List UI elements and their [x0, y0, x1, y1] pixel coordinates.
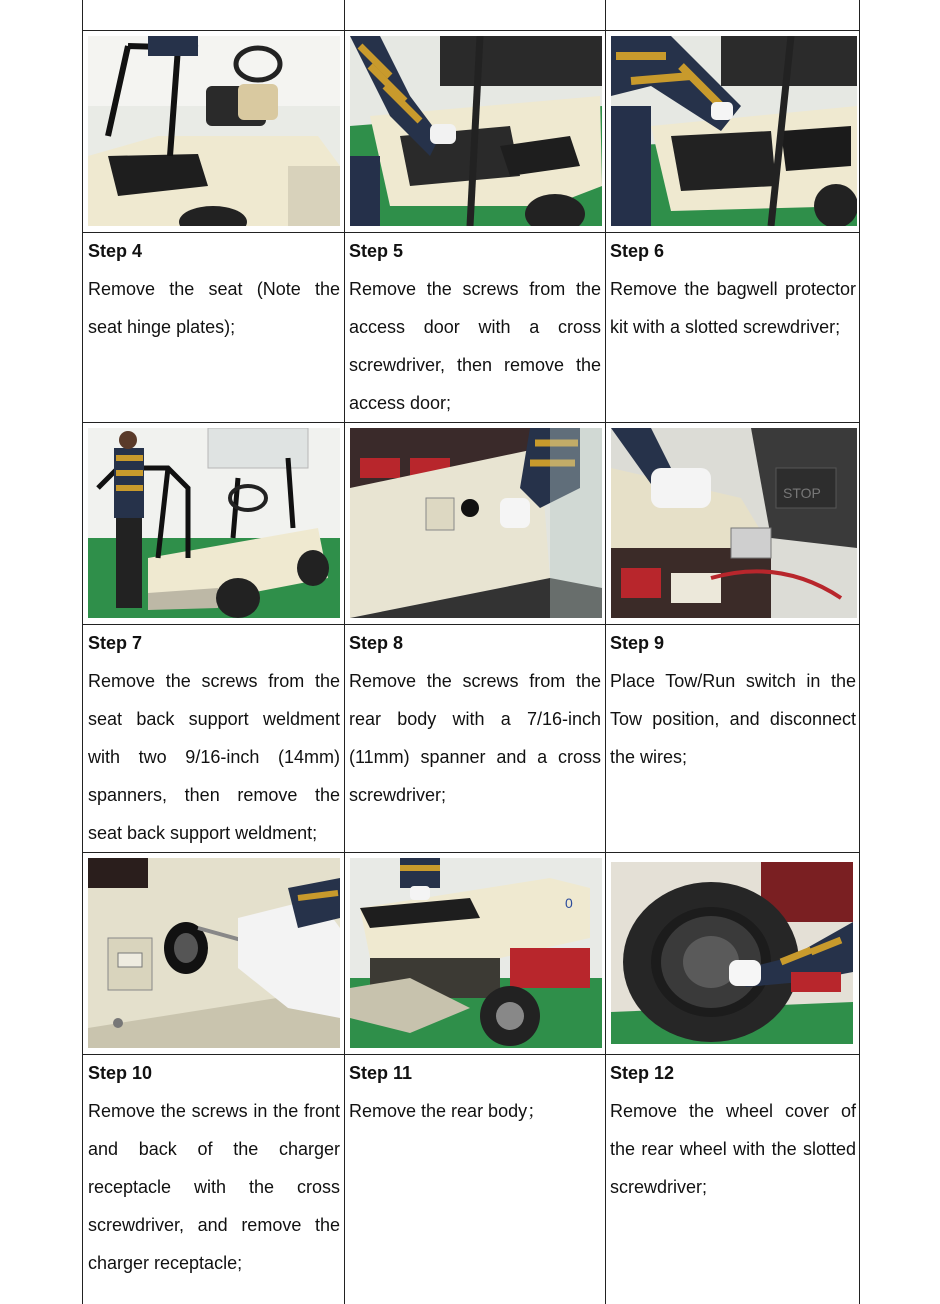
step-4-photo	[88, 36, 340, 226]
step-6-photo	[611, 36, 857, 226]
step-7-photo	[88, 428, 340, 618]
table-border-right	[859, 0, 860, 1304]
svg-text:STOP: STOP	[783, 485, 821, 501]
step-title: Step 6	[610, 241, 665, 261]
step-cell	[610, 232, 856, 346]
step-title: Step 12	[610, 1063, 675, 1083]
step-title: Step 7	[88, 633, 143, 653]
step-title: Step 8	[349, 633, 404, 653]
table-border-left	[82, 0, 83, 1304]
step-description: Remove the screws from the access door with a cross screwdriver, then remove the access door;	[349, 279, 601, 413]
step-description: Remove the screws from the rear body with a 7/16-inch (11mm) spanner and a cross screwdriver;	[349, 671, 601, 805]
table-row-border	[82, 422, 860, 423]
step-description: Remove the rear body；	[349, 1101, 546, 1121]
step-cell	[610, 1054, 856, 1206]
step-cell	[349, 624, 601, 814]
step-title: Step 9	[610, 633, 665, 653]
step-11-photo	[350, 858, 602, 1048]
step-title: Step 4	[88, 241, 143, 261]
step-description: Place Tow/Run switch in the Tow position, and disconnect the wires;	[610, 671, 856, 767]
step-title: Step 10	[88, 1063, 153, 1083]
table-row-border	[82, 852, 860, 853]
step-description: Remove the screws from the seat back support weldment with two 9/16-inch (14mm) spanners, then remove the seat back support weldment;	[88, 671, 340, 843]
table-row-border	[82, 30, 860, 31]
step-description: Remove the wheel cover of the rear wheel with the slotted screwdriver;	[610, 1101, 856, 1197]
step-5-photo	[350, 36, 602, 226]
step-cell	[88, 624, 340, 852]
step-9-photo	[611, 428, 857, 618]
step-cell	[88, 232, 340, 346]
step-title: Step 11	[349, 1063, 413, 1083]
step-description: Remove the seat (Note the seat hinge plates);	[88, 279, 340, 337]
step-cell	[88, 1054, 340, 1282]
step-description: Remove the bagwell protector kit with a slotted screwdriver;	[610, 279, 856, 337]
step-cell	[349, 1054, 601, 1130]
step-description: Remove the screws in the front and back of the charger receptacle with the cross screwdriver, and remove the charger receptacle;	[88, 1101, 340, 1273]
step-10-photo	[88, 858, 340, 1048]
table-border-col2	[605, 0, 606, 1304]
table-border-col1	[344, 0, 345, 1304]
svg-text:0: 0	[565, 895, 573, 911]
step-title: Step 5	[349, 241, 404, 261]
step-cell	[610, 624, 856, 776]
step-cell	[349, 232, 601, 422]
step-12-photo	[611, 862, 853, 1044]
step-8-photo	[350, 428, 602, 618]
